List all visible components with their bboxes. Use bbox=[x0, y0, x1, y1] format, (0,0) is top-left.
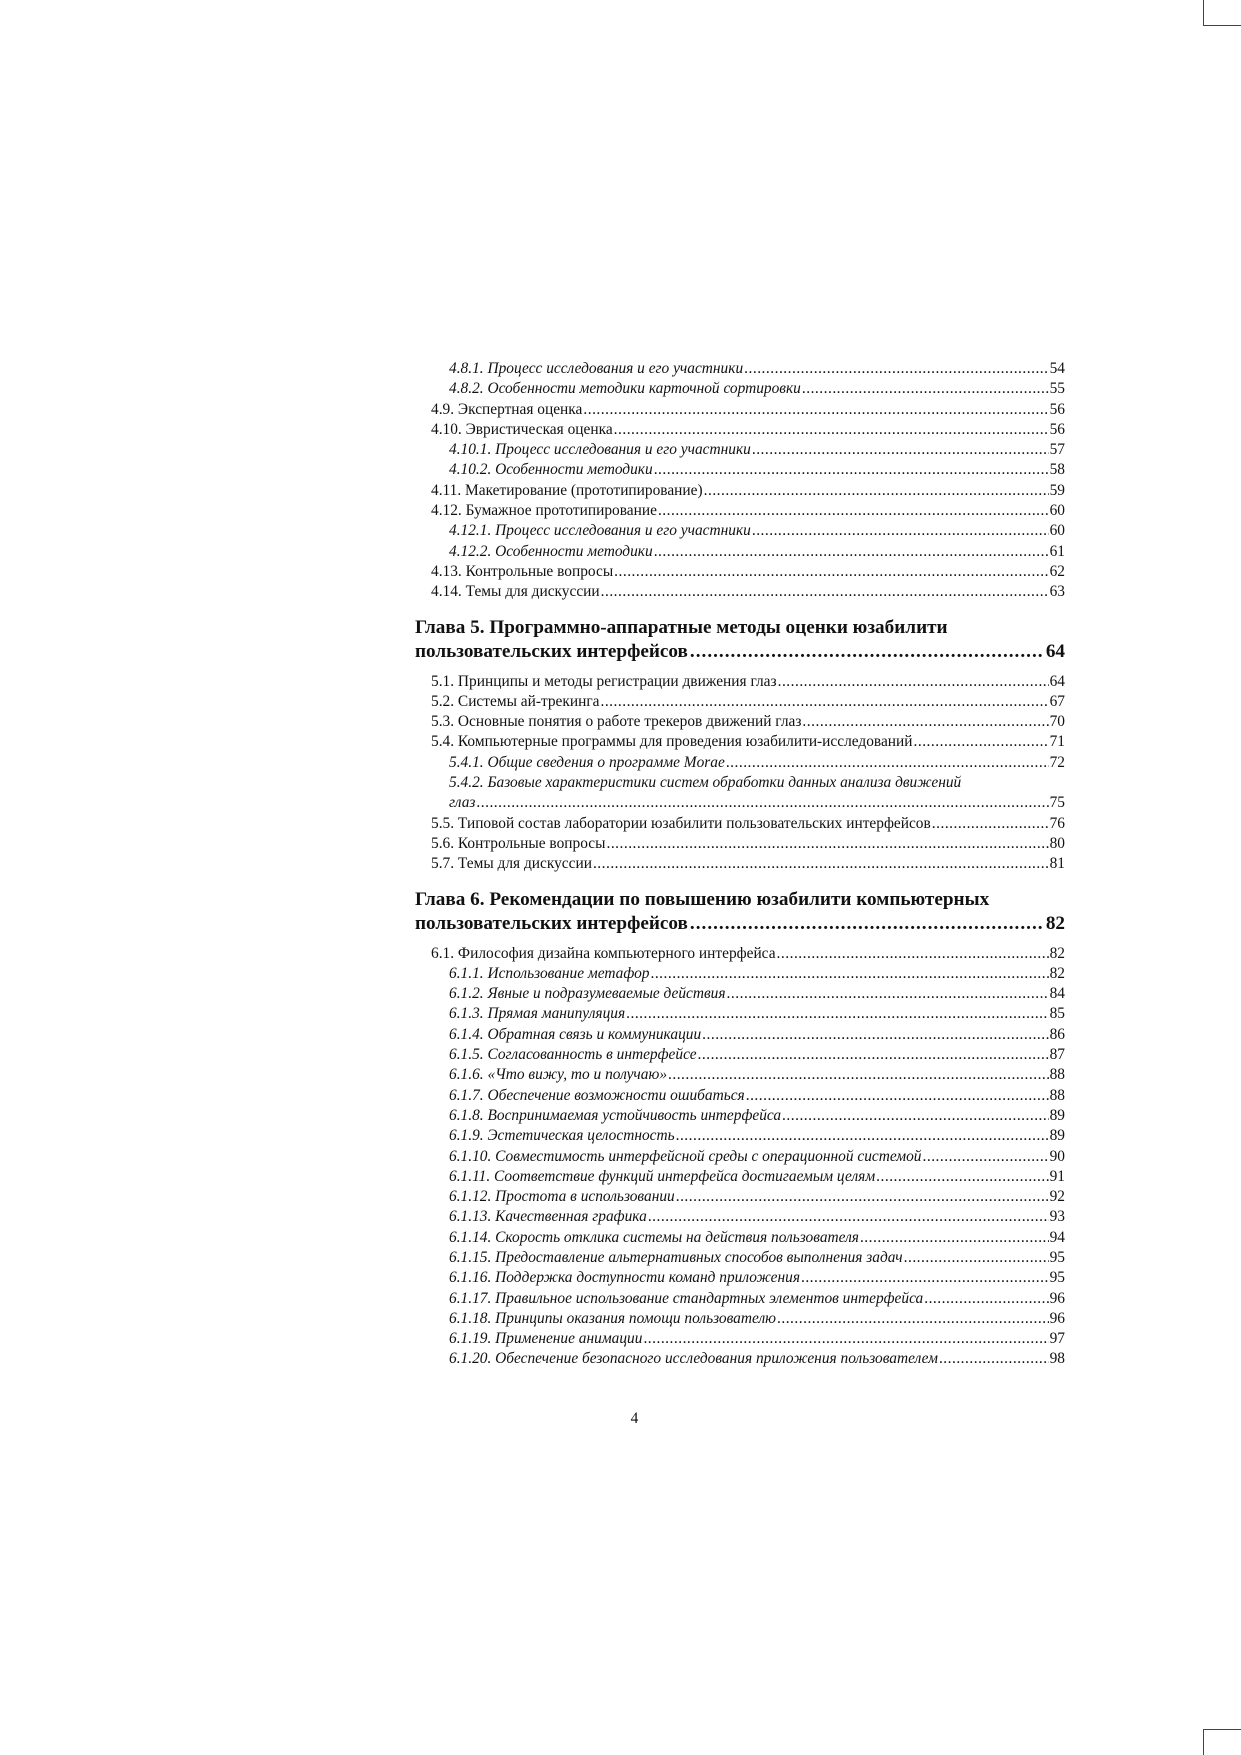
leader-dots bbox=[601, 582, 1049, 602]
leader-dots bbox=[643, 1329, 1048, 1349]
toc-entry-title: 6.1.3. Прямая манипуляция bbox=[449, 1005, 626, 1023]
toc-entry-page: 88 bbox=[1049, 1086, 1065, 1104]
toc-entry-page: 98 bbox=[1049, 1350, 1065, 1368]
toc-entry[interactable] bbox=[415, 1309, 1065, 1329]
toc-entry-page: 86 bbox=[1049, 1025, 1065, 1043]
toc-entry-page: 96 bbox=[1049, 1289, 1065, 1307]
toc-entry-title: 6.1.4. Обратная связь и коммуникации bbox=[449, 1025, 702, 1043]
toc-entry-title: 6.1.10. Совместимость интерфейсной среды с операционной системой bbox=[449, 1147, 922, 1165]
leader-dots bbox=[583, 400, 1048, 420]
toc-entry[interactable] bbox=[415, 1147, 1065, 1167]
toc-entry-title: 5.4. Компьютерные программы для проведения юзабилити-исследований bbox=[431, 733, 913, 751]
toc-entry[interactable] bbox=[415, 379, 1065, 399]
toc-entry-page: 92 bbox=[1049, 1188, 1065, 1206]
leader-dots bbox=[860, 1228, 1049, 1248]
leader-dots bbox=[476, 793, 1048, 813]
toc-entry[interactable] bbox=[415, 1268, 1065, 1288]
toc-entry-page: 88 bbox=[1049, 1066, 1065, 1084]
toc-entry-title: 4.12. Бумажное прототипирование bbox=[431, 502, 657, 520]
toc-entry[interactable] bbox=[415, 1065, 1065, 1085]
leader-dots bbox=[876, 1167, 1048, 1187]
chapter-title-line1: Глава 5. Программно-аппаратные методы оценки юзабилити bbox=[415, 616, 948, 638]
toc-entry-page: 87 bbox=[1049, 1046, 1065, 1064]
toc-entry[interactable] bbox=[415, 1228, 1065, 1248]
crop-mark-bottom-horizontal bbox=[1203, 1729, 1241, 1730]
toc-entry-title: 6.1.8. Воспринимаемая устойчивость интерфейса bbox=[449, 1106, 782, 1124]
toc-entry[interactable] bbox=[415, 1187, 1065, 1207]
toc-entry-title: 4.9. Экспертная оценка bbox=[431, 400, 583, 418]
leader-dots bbox=[626, 1004, 1048, 1024]
toc-entry[interactable] bbox=[415, 834, 1065, 854]
toc-entry[interactable] bbox=[415, 562, 1065, 582]
leader-dots bbox=[654, 460, 1049, 480]
leader-dots bbox=[650, 964, 1048, 984]
toc-section-chapter4-tail bbox=[415, 359, 1065, 603]
toc-entry[interactable] bbox=[415, 964, 1065, 984]
chapter-title-line1: Глава 6. Рекомендации по повышению юзабилити компьютерных bbox=[415, 888, 990, 910]
toc-entry-title: 6.1.13. Качественная графика bbox=[449, 1208, 647, 1226]
toc-entry-page: 91 bbox=[1049, 1167, 1065, 1185]
toc-entry[interactable] bbox=[415, 481, 1065, 501]
leader-dots bbox=[614, 420, 1049, 440]
leader-dots bbox=[690, 640, 1044, 664]
toc-entry[interactable] bbox=[415, 854, 1065, 874]
chapter-heading-6[interactable] bbox=[415, 888, 1065, 936]
leader-dots bbox=[746, 1086, 1049, 1106]
leader-dots bbox=[606, 834, 1048, 854]
leader-dots bbox=[923, 1147, 1049, 1167]
toc-entry[interactable] bbox=[415, 582, 1065, 602]
leader-dots bbox=[676, 1126, 1049, 1146]
toc-entry[interactable] bbox=[415, 712, 1065, 732]
toc-entry[interactable] bbox=[415, 984, 1065, 1004]
leader-dots bbox=[702, 1025, 1048, 1045]
leader-dots bbox=[744, 359, 1048, 379]
toc-section-chapter5-part1 bbox=[415, 672, 1065, 773]
toc-entry[interactable] bbox=[415, 359, 1065, 379]
toc-entry-title: 6.1.5. Согласованность в интерфейсе bbox=[449, 1046, 697, 1064]
leader-dots bbox=[658, 501, 1049, 521]
toc-entry-title: 5.1. Принципы и методы регистрации движения глаз bbox=[431, 672, 777, 690]
toc-entry-title: 5.6. Контрольные вопросы bbox=[431, 834, 606, 852]
toc-entry[interactable] bbox=[415, 1106, 1065, 1126]
toc-entry-title: 4.10.1. Процесс исследования и его участники bbox=[449, 441, 751, 459]
leader-dots bbox=[752, 440, 1049, 460]
toc-entry-title: 6.1.18. Принципы оказания помощи пользователю bbox=[449, 1309, 777, 1327]
toc-entry-title: 4.12.1. Процесс исследования и его участники bbox=[449, 522, 751, 540]
chapter-heading-5[interactable] bbox=[415, 616, 1065, 664]
toc-entry-page: 54 bbox=[1049, 360, 1065, 377]
toc-entry-page: 72 bbox=[1049, 753, 1065, 771]
leader-dots bbox=[777, 944, 1049, 964]
toc-entry-title: 5.2. Системы ай-трекинга bbox=[431, 692, 600, 710]
toc-entry-page: 94 bbox=[1049, 1228, 1065, 1246]
toc-entry[interactable] bbox=[415, 400, 1065, 420]
toc-entry-title-line2: глаз bbox=[449, 794, 476, 812]
toc-entry[interactable] bbox=[415, 1045, 1065, 1065]
chapter-page-number: 64 bbox=[1045, 640, 1065, 662]
toc-entry[interactable] bbox=[415, 773, 1065, 814]
toc-entry-title: 5.3. Основные понятия о работе трекеров движений глаз bbox=[431, 713, 802, 731]
toc-entry[interactable] bbox=[415, 1126, 1065, 1146]
toc-entry[interactable] bbox=[415, 542, 1065, 562]
toc-entry-page: 70 bbox=[1049, 713, 1065, 731]
toc-entry[interactable] bbox=[415, 672, 1065, 692]
toc-entry[interactable] bbox=[415, 1349, 1065, 1369]
crop-mark-top-vertical bbox=[1203, 0, 1204, 26]
toc-entry[interactable] bbox=[415, 1329, 1065, 1349]
toc-entry-title: 6.1.15. Предоставление альтернативных способов выполнения задач bbox=[449, 1248, 903, 1266]
leader-dots bbox=[802, 379, 1049, 399]
toc-entry-page: 76 bbox=[1049, 814, 1065, 832]
leader-dots bbox=[727, 984, 1049, 1004]
leader-dots bbox=[752, 521, 1049, 541]
toc-entry[interactable] bbox=[415, 420, 1065, 440]
leader-dots bbox=[904, 1248, 1049, 1268]
leader-dots bbox=[782, 1106, 1049, 1126]
toc-entry-title: 6.1.2. Явные и подразумеваемые действия bbox=[449, 985, 726, 1003]
toc-entry-title: 6.1.11. Соответствие функций интерфейса достигаемым целям bbox=[449, 1167, 876, 1185]
toc-entry-title: 6.1.12. Простота в использовании bbox=[449, 1188, 675, 1206]
leader-dots bbox=[914, 732, 1049, 752]
toc-entry-page: 60 bbox=[1049, 522, 1065, 540]
toc-entry[interactable] bbox=[415, 521, 1065, 541]
toc-entry-page: 62 bbox=[1049, 562, 1065, 580]
crop-mark-top-horizontal bbox=[1203, 25, 1241, 26]
toc-entry-page: 93 bbox=[1049, 1208, 1065, 1226]
toc-entry-title: 4.8.2. Особенности методики карточной сортировки bbox=[449, 380, 801, 398]
toc-entry-page: 97 bbox=[1049, 1330, 1065, 1348]
toc-entry-title: 6.1.9. Эстетическая целостность bbox=[449, 1127, 675, 1145]
chapter-title-line2: пользовательских интерфейсов bbox=[415, 640, 688, 662]
toc-entry-page: 57 bbox=[1049, 441, 1065, 459]
toc-entry[interactable] bbox=[415, 692, 1065, 712]
toc-entry-page: 55 bbox=[1049, 380, 1065, 398]
toc-entry[interactable] bbox=[415, 440, 1065, 460]
chapter-page-number: 82 bbox=[1045, 912, 1065, 934]
toc-entry[interactable] bbox=[415, 1167, 1065, 1187]
toc-entry[interactable] bbox=[415, 1248, 1065, 1268]
toc-entry-page: 75 bbox=[1049, 794, 1065, 812]
toc-entry-page: 82 bbox=[1049, 944, 1065, 962]
toc-entry[interactable] bbox=[415, 1025, 1065, 1045]
toc-entry-page: 64 bbox=[1049, 672, 1065, 690]
leader-dots bbox=[676, 1187, 1049, 1207]
chapter-title-line2: пользовательских интерфейсов bbox=[415, 912, 688, 934]
toc-entry-page: 95 bbox=[1049, 1248, 1065, 1266]
leader-dots bbox=[600, 692, 1048, 712]
leader-dots bbox=[668, 1065, 1049, 1085]
toc-entry-page: 60 bbox=[1049, 502, 1065, 520]
toc-entry-title: 6.1. Философия дизайна компьютерного интерфейса bbox=[431, 944, 776, 962]
toc-entry[interactable] bbox=[415, 1289, 1065, 1309]
toc-entry-page: 89 bbox=[1049, 1127, 1065, 1145]
toc-entry-page: 56 bbox=[1049, 400, 1065, 418]
leader-dots bbox=[802, 712, 1048, 732]
toc-entry-title: 6.1.16. Поддержка доступности команд приложения bbox=[449, 1269, 800, 1287]
leader-dots bbox=[614, 562, 1048, 582]
toc-entry-page: 58 bbox=[1049, 461, 1065, 479]
leader-dots bbox=[924, 1289, 1048, 1309]
toc-entry-title: 6.1.19. Применение анимации bbox=[449, 1330, 643, 1348]
leader-dots bbox=[704, 481, 1049, 501]
crop-mark-bottom-vertical bbox=[1203, 1729, 1204, 1755]
toc-entry-title: 4.8.1. Процесс исследования и его участники bbox=[449, 360, 744, 377]
toc-entry-page: 80 bbox=[1049, 834, 1065, 852]
toc-entry-title: 5.4.1. Общие сведения о программе Morae bbox=[449, 753, 725, 771]
leader-dots bbox=[593, 854, 1049, 874]
leader-dots bbox=[932, 814, 1049, 834]
toc-entry-title: 4.14. Темы для дискуссии bbox=[431, 583, 600, 601]
toc-entry-title: 6.1.1. Использование метафор bbox=[449, 964, 650, 982]
toc-entry-page: 63 bbox=[1049, 583, 1065, 601]
toc-entry-page: 96 bbox=[1049, 1309, 1065, 1327]
toc-entry-title: 4.13. Контрольные вопросы bbox=[431, 562, 614, 580]
toc-entry-page: 82 bbox=[1049, 964, 1065, 982]
toc-entry[interactable] bbox=[415, 753, 1065, 773]
leader-dots bbox=[801, 1268, 1049, 1288]
toc-section-chapter6 bbox=[415, 944, 1065, 1370]
toc-entry[interactable] bbox=[415, 732, 1065, 752]
toc-entry-title: 4.10. Эвристическая оценка bbox=[431, 420, 613, 438]
toc-entry-page: 84 bbox=[1049, 985, 1065, 1003]
toc-section-chapter5-part2 bbox=[415, 814, 1065, 875]
toc-entry-page: 67 bbox=[1049, 692, 1065, 710]
toc-entry-title: 5.5. Типовой состав лаборатории юзабилити пользовательских интерфейсов bbox=[431, 814, 931, 832]
toc-entry-title: 6.1.6. «Что вижу, то и получаю» bbox=[449, 1066, 668, 1084]
toc-entry-title: 6.1.7. Обеспечение возможности ошибаться bbox=[449, 1086, 745, 1104]
leader-dots bbox=[939, 1349, 1049, 1369]
toc-entry-title: 4.10.2. Особенности методики bbox=[449, 461, 653, 479]
leader-dots bbox=[654, 542, 1049, 562]
leader-dots bbox=[777, 1309, 1049, 1329]
toc-entry-page: 90 bbox=[1049, 1147, 1065, 1165]
toc-entry-title: 6.1.20. Обеспечение безопасного исследования приложения пользователем bbox=[449, 1350, 938, 1368]
table-of-contents bbox=[415, 359, 1065, 1370]
toc-entry-page: 81 bbox=[1049, 855, 1065, 873]
toc-entry-title: 6.1.17. Правильное использование стандартных элементов интерфейса bbox=[449, 1289, 924, 1307]
leader-dots bbox=[690, 912, 1044, 936]
toc-entry-title: 4.11. Макетирование (прототипирование) bbox=[431, 481, 703, 499]
toc-entry-title: 6.1.14. Скорость отклика системы на действия пользователя bbox=[449, 1228, 859, 1246]
leader-dots bbox=[698, 1045, 1049, 1065]
toc-entry[interactable] bbox=[415, 501, 1065, 521]
toc-entry-title-line1: 5.4.2. Базовые характеристики систем обработки данных анализа движений bbox=[449, 774, 962, 792]
toc-entry-title: 5.7. Темы для дискуссии bbox=[431, 855, 592, 873]
toc-entry-page: 71 bbox=[1049, 733, 1065, 751]
page-number: 4 bbox=[630, 1410, 639, 1427]
toc-entry[interactable] bbox=[415, 1207, 1065, 1227]
toc-entry-page: 59 bbox=[1049, 481, 1065, 499]
toc-entry[interactable] bbox=[415, 944, 1065, 964]
toc-entry[interactable] bbox=[415, 814, 1065, 834]
leader-dots bbox=[648, 1207, 1049, 1227]
leader-dots bbox=[778, 672, 1049, 692]
toc-entry[interactable] bbox=[415, 1004, 1065, 1024]
leader-dots bbox=[726, 753, 1049, 773]
toc-entry-title: 4.12.2. Особенности методики bbox=[449, 542, 653, 560]
toc-entry[interactable] bbox=[415, 460, 1065, 480]
toc-entry[interactable] bbox=[415, 1086, 1065, 1106]
toc-entry-page: 61 bbox=[1049, 542, 1065, 560]
toc-entry-page: 85 bbox=[1049, 1005, 1065, 1023]
toc-entry-page: 95 bbox=[1049, 1269, 1065, 1287]
toc-entry-page: 89 bbox=[1049, 1106, 1065, 1124]
toc-entry-page: 56 bbox=[1049, 420, 1065, 438]
